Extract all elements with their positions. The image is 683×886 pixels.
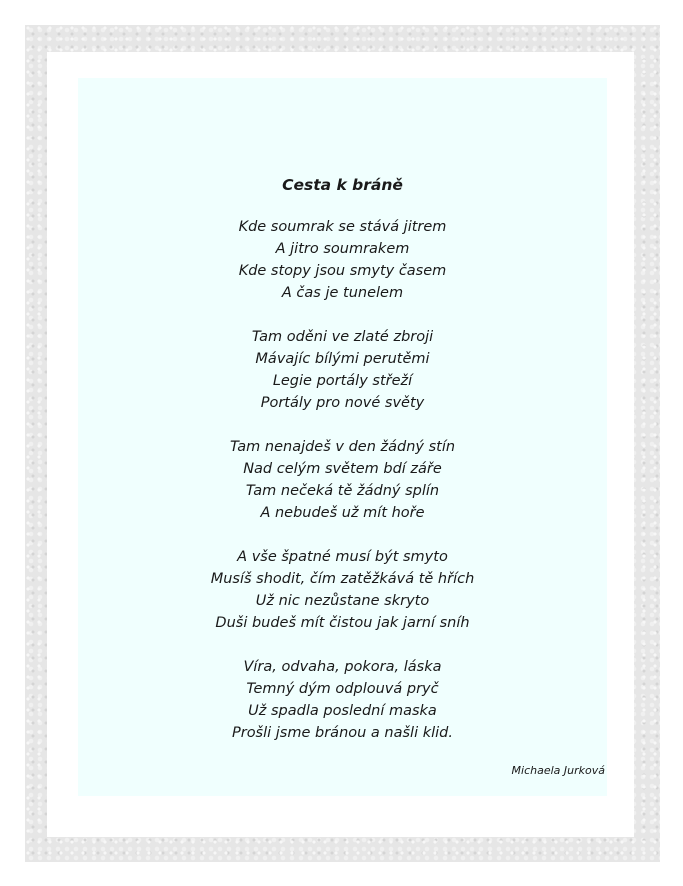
stanza-3 <box>78 436 607 524</box>
poem-line: Temný dým odplouvá pryč <box>246 681 439 697</box>
stanza-4 <box>78 546 607 634</box>
poem-line: A jitro soumrakem <box>275 241 410 257</box>
poem-line: Tam nečeká tě žádný splín <box>245 483 440 499</box>
poem-line: Víra, odvaha, pokora, láska <box>243 659 442 675</box>
poem-line: A nebudeš už mít hoře <box>260 505 425 521</box>
poem-body <box>78 174 607 766</box>
poem-line: Duši budeš mít čistou jak jarní sníh <box>215 615 470 631</box>
poem-title: Cesta k bráně <box>282 176 403 194</box>
poem-line: Kde stopy jsou smyty časem <box>238 263 447 279</box>
poem-line: Portály pro nové světy <box>260 395 425 411</box>
poem-line: Už nic nezůstane skryto <box>255 593 430 609</box>
poem-line: Tam oděni ve zlaté zbroji <box>251 329 434 345</box>
stanza-2 <box>78 326 607 414</box>
stanza-5 <box>78 656 607 744</box>
poem-line: Musíš shodit, čím zatěžkává tě hřích <box>210 571 475 587</box>
poem-line: A čas je tunelem <box>281 285 404 301</box>
poem-line: Už spadla poslední maska <box>248 703 437 719</box>
poem-line: Kde soumrak se stává jitrem <box>238 219 447 235</box>
poem-line: Mávajíc bílými perutěmi <box>255 351 430 367</box>
poem-line: Prošli jsme bránou a našli klid. <box>231 725 453 741</box>
poem-line: A vše špatné musí být smyto <box>237 549 448 565</box>
author-signature: Michaela Jurková <box>511 764 605 777</box>
poem-line: Legie portály střeží <box>272 373 413 389</box>
stanza-1 <box>78 216 607 304</box>
poem-panel <box>78 78 607 796</box>
poem-line: Tam nenajdeš v den žádný stín <box>229 439 456 455</box>
poem-line: Nad celým světem bdí záře <box>243 461 442 477</box>
